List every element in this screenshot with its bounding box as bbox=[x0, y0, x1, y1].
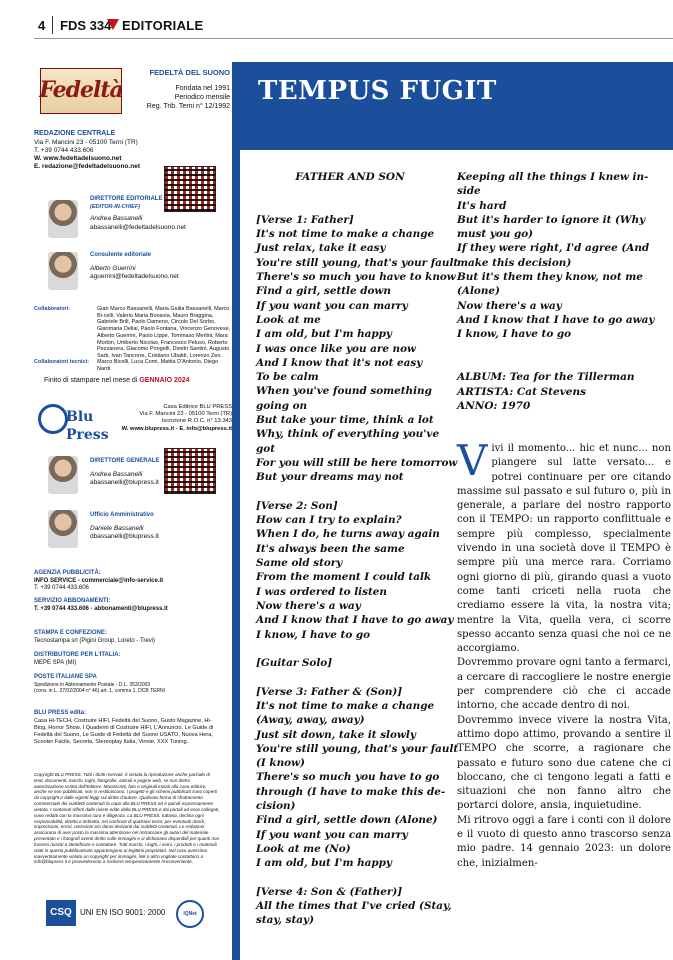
lyrics-line: [Verse 1: Father] bbox=[256, 213, 354, 226]
drop-cap: V bbox=[457, 436, 488, 485]
general-director-photo bbox=[48, 456, 78, 494]
lyrics-line: through (I have to make this de- bbox=[256, 785, 446, 798]
post-line: Spedizione in Abbonamento Postale - D.L. 353/2003 bbox=[34, 681, 151, 688]
email-link[interactable]: E. redazione@fedeltadelsuono.net bbox=[34, 163, 141, 171]
masthead-column bbox=[34, 62, 232, 960]
album-value: Tea for the Tillerman bbox=[509, 371, 635, 384]
publisher-line: Via F. Mancini 23 - 05100 Terni (TR) bbox=[139, 411, 232, 418]
ads-title: AGENZIA PUBBLICITÀ: bbox=[34, 570, 101, 576]
lyrics-list-1 bbox=[256, 213, 459, 928]
lyrics-line: There's so much you have to know bbox=[256, 271, 456, 284]
lyrics-line: (I know) bbox=[256, 757, 305, 770]
founded-line: Periodico mensile bbox=[174, 94, 230, 102]
general-director-name: Andrea Bassanelli bbox=[90, 470, 143, 478]
director-title: DIRETTORE EDITORIALE bbox=[90, 196, 163, 202]
consultant-title: Consulente editoriale bbox=[90, 252, 152, 258]
lyrics-gap bbox=[256, 871, 444, 885]
lyrics-line: But your dreams may not bbox=[256, 471, 404, 484]
page-number: 4 bbox=[38, 18, 46, 33]
ads-block bbox=[34, 570, 232, 593]
consultant-block bbox=[90, 252, 230, 281]
artist-value: Cat Stevens bbox=[516, 385, 587, 398]
body-paragraph: Mi ritrovo oggi a fare i conti con il dolore e il vuoto di questo anno trascorso senza mio padre. 14 gennaio 2023: un dolore che, inizialmen- bbox=[457, 814, 671, 869]
lyrics-line: And I know that I have to go away bbox=[256, 614, 454, 627]
admin-email[interactable]: dbassanelli@blupress.it bbox=[90, 532, 159, 540]
lyrics-line: It's not time to make a change bbox=[256, 228, 435, 241]
printed-month: GENNAIO 2024 bbox=[139, 377, 190, 384]
lyrics-line: I am old, but I'm happy bbox=[256, 328, 392, 341]
publisher-info bbox=[118, 404, 232, 433]
lyrics-line: When I do, he turns away again bbox=[256, 528, 440, 541]
subscriptions-block bbox=[34, 598, 232, 613]
lyrics-line: When you've found something bbox=[256, 385, 432, 398]
lyrics-line: make this decision) bbox=[457, 256, 572, 269]
lyrics-line: I am old, but I'm happy bbox=[256, 857, 392, 870]
csq-logo: CSQ bbox=[46, 900, 76, 926]
album-info bbox=[457, 370, 671, 414]
lyrics-line: If you want you can marry bbox=[256, 299, 408, 312]
admin-photo bbox=[48, 510, 78, 548]
lyrics-line: I was ordered to listen bbox=[256, 585, 387, 598]
brand-name: FEDELTÀ DEL SUONO bbox=[149, 68, 230, 77]
iqnet-badge: IQNet bbox=[176, 900, 204, 928]
general-director-title: DIRETTORE GENERALE bbox=[90, 458, 160, 464]
qr-code-icon[interactable] bbox=[164, 166, 216, 212]
body-paragraph: Dovremmo provare ogni tanto a fermarci, a cercare di raccogliere le nostre energie per comprendere ciò che ci accade intorno, che accade dentro di noi. bbox=[457, 657, 671, 712]
article-body bbox=[457, 436, 671, 871]
distributor-title: DISTRIBUTORE PER L'ITALIA: bbox=[34, 652, 121, 658]
director-photo bbox=[48, 200, 78, 238]
blupress-logo bbox=[36, 402, 118, 443]
copyright-notice: Copyright BLU PRESS. Tutti i diritti riservati. è vietata la riproduzione anche parziale di testi, documenti, marchi, loghi, fotografie, articoli e pagine web, se non dietro autorizzazione scritta dell'Editore. Manoscritti, foto e originali inviati alla casa editrice, anche se non pubblicati, non si restituiscono. I progetti e gli schemi pubblicati sono coperti da copyright e dalle vigenti leggi sul diritto d'autore. Qualsiasi forma di sfruttamento commerciale dei suddetti contenuti fa capo alla BLU PRESS ed è quindi espressamente vietata. I contenuti offerti dalle riviste edite dalla BLU PRESS e dai portali ad esse collegati, sono redatti con la massima cura e diligenza. La BLU PRESS, tuttavia, declina ogni responsabilità, diretta e indiretta, nei confronti di qualsiasi terzo, per eventuali ritardi, imprecisioni, errori, omissioni e/o danni derivanti dai suddetti contenuti. Le redazioni assicurano di aver posto la massima attenzione nel rintracciare gli autori del materiale presentato e i fotografi aventi diritto sulle immagini e si dichiarano disponibili per quanti non fossero riusciti a identificare e contattare. Tutti marchi, i loghi, i nomi, i prodotti e i materiali citati in questa pubblicazione appartengono ai legittimi proprietari. Nel caso avessimo inavvertitamente violato un copyright per immagini, link o altro vogliate contattarci a info@blupress.it e provvederemo a risolvere tempestivamente l'inconveniente. bbox=[34, 772, 220, 865]
collaborators-label: Collaboratori: bbox=[34, 306, 71, 312]
general-director-email[interactable]: abassanelli@blupress.it bbox=[90, 478, 159, 486]
lyrics-line: Find a girl, settle down (Alone) bbox=[256, 814, 438, 827]
website-link[interactable]: W. www.fedeltadelsuono.net bbox=[34, 155, 122, 162]
director-block bbox=[90, 196, 186, 232]
lyrics-line: Same old story bbox=[256, 557, 343, 570]
lyrics-line: And I know that it's not easy bbox=[256, 356, 423, 369]
blupress-titles-block bbox=[34, 710, 220, 746]
lyrics-list-2 bbox=[457, 170, 671, 342]
print-block bbox=[34, 630, 232, 645]
lyrics-line: Just relax, take it easy bbox=[256, 242, 386, 255]
lyrics-line: (Alone) bbox=[457, 285, 500, 298]
lyrics-line: There's so much you have to go bbox=[256, 771, 440, 784]
lyrics-line: Why, think of everything you've bbox=[256, 428, 440, 441]
blupress-logo-text: Blu Press bbox=[66, 409, 109, 443]
print-line: Tecnostampa srl (Pigini Group, Loreto - Trevi) bbox=[34, 637, 156, 644]
collaborators-list: Gian Marco Bassanelli, Maria Giulia Bassanelli, Marco Bi-celli, Valerio Maria Bonavia, Mauro Braggina, Gabriele Brili, Paolo Dameno, Circolo Del Sorbo, Gianmaria Deliai, Paolo Fontana, Vincenzo Genovese, Alberto Guerrini, Paolo Lippe, Tommaso Merlini, Mara Morbin, Umberto Nicolao, Francesco Peluso, Roberto Pezzanera, Giacomo Pongelli, Dimitri Santini, Augusto Sarti, Ivan Tancorre, Cristiano Ubaldi, Lorenzo Zen. bbox=[97, 306, 231, 359]
lyrics-line: Find a girl, settle down bbox=[256, 285, 391, 298]
header-rule bbox=[34, 38, 673, 39]
magazine-issue: FDS 334 bbox=[60, 18, 112, 33]
accent-bar bbox=[232, 62, 240, 960]
lyrics-line: side bbox=[457, 185, 481, 198]
header-divider bbox=[52, 16, 53, 34]
qr-code-icon[interactable] bbox=[164, 448, 216, 494]
admin-block bbox=[90, 512, 230, 541]
tech-collaborators-label: Collaboratori tecnici: bbox=[34, 359, 90, 365]
ads-line: T. +39 0744 433.606 bbox=[34, 585, 89, 591]
lyrics-line: But it's them they know, not me bbox=[457, 271, 643, 284]
page-header bbox=[0, 0, 673, 40]
lyrics-gap bbox=[256, 642, 444, 656]
lyrics-line: It's not time to make a change bbox=[256, 699, 435, 712]
title-band bbox=[240, 62, 673, 150]
lyrics-line: Just sit down, take it slowly bbox=[256, 728, 416, 741]
year-label: ANNO: bbox=[457, 400, 498, 413]
founded-line: Reg. Trib. Terni n° 12/1992 bbox=[146, 102, 230, 110]
lyrics-line: Keeping all the things I knew in- bbox=[457, 171, 649, 183]
album-label: ALBUM: bbox=[457, 371, 507, 384]
lyrics-line: But it's harder to ignore it (Why bbox=[457, 213, 646, 226]
lyrics-line: If they were right, I'd agree (And bbox=[457, 242, 650, 255]
lyrics-line: stay, stay) bbox=[256, 914, 314, 927]
lyrics-line: Now there's a way bbox=[256, 599, 361, 612]
general-director-block bbox=[90, 458, 170, 487]
lyrics-line: If you want you can marry bbox=[256, 828, 408, 841]
lyrics-line: How can I try to explain? bbox=[256, 514, 402, 527]
consultant-email[interactable]: aguerrini@fedeltadelsuono.net bbox=[90, 272, 179, 280]
ads-line: INFO SERVICE - commerciale@info-service.it bbox=[34, 577, 164, 584]
founded-info bbox=[126, 85, 230, 111]
lyrics-line: For you will still be here tomorrow bbox=[256, 456, 458, 469]
director-subtitle: (EDITOR-IN-CHIEF) bbox=[90, 203, 141, 210]
article-title: TEMPUS FUGIT bbox=[258, 76, 497, 106]
lyrics-line: [Verse 3: Father & (Son)] bbox=[256, 685, 403, 698]
publisher-web-link[interactable]: W. www.blupress.it - E. info@blupress.it bbox=[121, 425, 232, 432]
fedelta-logo bbox=[40, 68, 122, 114]
lyrics-gap bbox=[256, 670, 444, 684]
post-line: (conv. in L. 27/02/2004 n° 46) art. 1, comma 1, DCB TERNI bbox=[34, 687, 166, 694]
lyrics-line: going on bbox=[256, 399, 308, 412]
lyrics-line: It's always been the same bbox=[256, 542, 405, 555]
lyrics-line: [Verse 4: Son & (Father)] bbox=[256, 885, 403, 898]
masthead-info bbox=[126, 68, 230, 112]
lyrics-line: You're still young, that's your fault bbox=[256, 256, 459, 269]
lyrics-column-2 bbox=[457, 170, 671, 414]
lyrics-line: I was once like you are now bbox=[256, 342, 416, 355]
consultant-name: Alberto Guerrini bbox=[90, 264, 136, 272]
triangle-icon bbox=[107, 19, 119, 30]
lyrics-line: From the moment I could talk bbox=[256, 571, 432, 584]
admin-name: Daniele Bassanelli bbox=[90, 524, 144, 532]
lyrics-title: FATHER AND SON bbox=[295, 171, 405, 183]
certification-text: UNI EN ISO 9001: 2000 bbox=[80, 908, 166, 917]
post-block bbox=[34, 674, 232, 694]
consultant-photo bbox=[48, 252, 78, 290]
lyrics-line: [Verse 2: Son] bbox=[256, 499, 338, 512]
director-name: Andrea Bassanelli bbox=[90, 215, 143, 223]
lyrics-line: [Guitar Solo] bbox=[256, 657, 333, 670]
lyrics-line: Look at me (No) bbox=[256, 842, 351, 855]
lyrics-line: must you go) bbox=[457, 228, 534, 241]
director-email[interactable]: abassanelli@fedeltadelsuono.net bbox=[90, 223, 186, 231]
lyrics-gap bbox=[256, 485, 444, 499]
lyrics-line: All the times that I've cried (Stay, bbox=[256, 900, 452, 913]
logo-text: Fedeltà bbox=[39, 77, 123, 104]
publisher-line: Casa Editrice BLU PRESS bbox=[163, 404, 232, 410]
lyrics-line: You're still young, that's your fault bbox=[256, 742, 459, 755]
distributor-line: MEPE SPA (MI) bbox=[34, 659, 77, 666]
body-paragraph: Dovremmo invece vivere la nostra Vita, attimo dopo attimo, provando a sentire il TEMPO che scorre, a ragionare che passato e futuro sono due catene che ci bloccano, che ci tengono legati a fatti e situazioni che non fanno altro che portarci dolore, ansia, inquietudine. bbox=[457, 714, 671, 812]
phone-line: T. +39 0744 433.606 bbox=[34, 146, 94, 154]
redazione-title: REDAZIONE CENTRALE bbox=[34, 130, 116, 137]
lyrics-line: It's hard bbox=[457, 199, 507, 212]
print-title: STAMPA E CONFEZIONE: bbox=[34, 630, 107, 636]
lyrics-line: got bbox=[256, 442, 275, 455]
lyrics-line: To be calm bbox=[256, 371, 319, 384]
lyrics-line: I know, I have to go bbox=[256, 628, 371, 641]
founded-line: Fondata nel 1991 bbox=[175, 85, 230, 93]
lyrics-line: And I know that I have to go away bbox=[457, 313, 655, 326]
lyrics-line: Now there's a way bbox=[457, 299, 562, 312]
printed-prefix: Finito di stampare nel mese di bbox=[44, 377, 138, 384]
artist-label: ARTISTA: bbox=[457, 385, 514, 398]
admin-title: Ufficio Amministrativo bbox=[90, 512, 154, 518]
lyrics-column-1 bbox=[256, 170, 459, 928]
subscriptions-line: T. +39 0744 433.606 - abbonamenti@blupress.it bbox=[34, 605, 168, 612]
printed-note bbox=[44, 377, 234, 386]
tech-collaborators-list: Marco Bicelli, Luca Comi, Mattia D'Antonio, Diego Nardi bbox=[97, 359, 219, 372]
lyrics-line: cision) bbox=[256, 800, 296, 813]
blupress-titles-title: BLU PRESS edita: bbox=[34, 710, 87, 716]
lyrics-line: (Away, away, away) bbox=[256, 714, 365, 727]
subscriptions-title: SERVIZIO ABBONAMENTI: bbox=[34, 598, 111, 604]
year-line bbox=[457, 399, 671, 414]
lyrics-line: Look at me bbox=[256, 313, 321, 326]
section-title: EDITORIALE bbox=[122, 18, 204, 33]
artist-line bbox=[457, 385, 671, 400]
album-line bbox=[457, 370, 671, 385]
lyrics-line: I know, I have to go bbox=[457, 328, 572, 341]
body-paragraph: ivi il momento... hic et nunc... non piangere sul latte versato... e potrei continuare per ore citando massime sul passato e sul futuro o, più in generale, a parlare del nostro rapporto con il TEMPO: un rapporto conflittuale e sempre più complesso, specialmente vivendo in una società dove il TEMPO è sempre più una merce rara. Corriamo ogni giorno di più, girando quasi a vuoto come tanti criceti nella ruota che crediamo essere la vita, la nostra vita; mentre la Vita, quella vera, ci scorre spesso accanto senza quasi che noi ce ne accorgiamo. bbox=[457, 443, 671, 655]
year-value: 1970 bbox=[501, 400, 531, 413]
post-title: POSTE ITALIANE SPA bbox=[34, 674, 97, 680]
publisher-line: Iscrizione R.O.C. n° 13.343 bbox=[161, 418, 232, 425]
lyrics-line: But take your time, think a lot bbox=[256, 414, 434, 427]
address-line: Via F. Mancini 23 - 05100 Terni (TR) bbox=[34, 138, 138, 146]
blupress-titles-list: Casa Hi-TECH, Costruire HIFI, Fedeltà del Suono, Gusto Magazine, Hi-Blog, Horror Show, I Quaderni di Costruire HIFI, L'Annuncio, Le Guide di Fedeltà del Suono, Le Guide di Fedeltà del Suono USATO, Nuova Hera, Scooter Facile, Secreta, Stereoplay Italia, Vinnie, XXX Tuning. bbox=[34, 717, 214, 745]
distributor-block bbox=[34, 652, 232, 667]
